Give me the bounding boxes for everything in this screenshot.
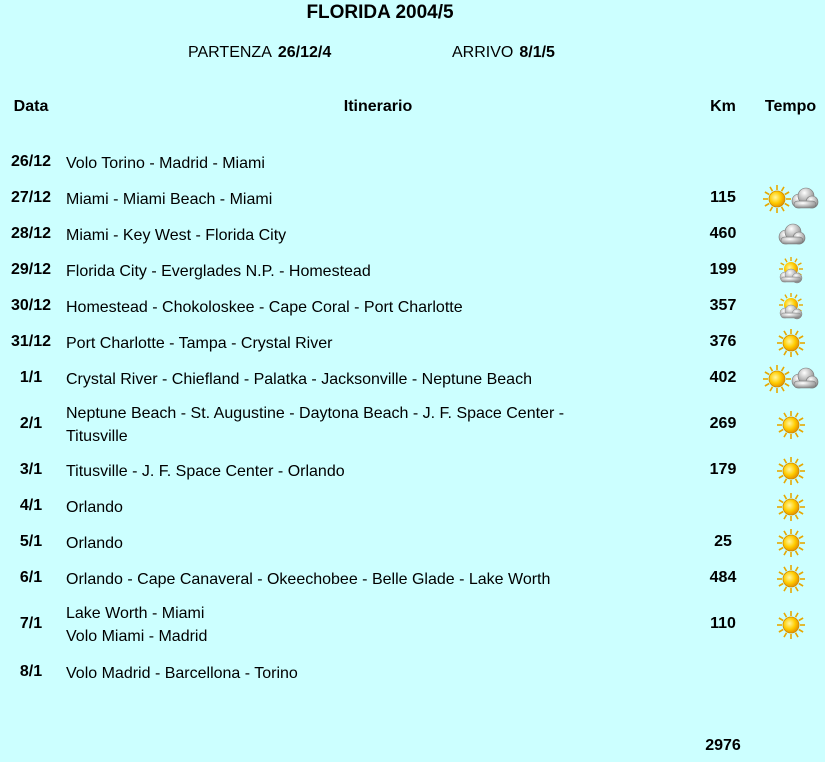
sun-icon	[764, 190, 790, 207]
sun-icon	[778, 534, 804, 551]
sun-icon	[778, 498, 804, 515]
sun-icon	[778, 462, 804, 479]
header-weather: Tempo	[764, 98, 817, 115]
header-km: Km	[710, 98, 736, 115]
departure	[188, 44, 331, 62]
row-weather	[756, 220, 825, 250]
itinerary-line: Orlando - Cape Canaveral - Okeechobee - Belle Glade - Lake Worth	[66, 570, 551, 588]
row-km: 115	[710, 189, 736, 206]
row-weather	[756, 256, 825, 286]
row-weather	[756, 148, 825, 178]
row-date: 28/12	[10, 225, 52, 242]
partly-cloudy-icon	[778, 262, 804, 279]
itinerary-line: Orlando	[66, 534, 123, 552]
row-date: 2/1	[19, 415, 43, 432]
row-itinerary	[66, 188, 666, 211]
row-itinerary	[66, 496, 666, 519]
row-km: 179	[709, 461, 737, 478]
row-weather	[756, 328, 825, 358]
row-date: 1/1	[19, 369, 43, 386]
itinerary-line: Volo Miami - Madrid	[66, 628, 208, 645]
row-itinerary	[66, 152, 666, 175]
row-itinerary	[66, 296, 666, 319]
header-itinerary: Itinerario	[343, 98, 413, 115]
row-km: 484	[709, 569, 737, 586]
row-weather	[756, 564, 825, 594]
arrival-label: ARRIVO	[452, 44, 514, 61]
row-itinerary	[66, 568, 666, 591]
arrival	[452, 44, 555, 62]
row-date: 3/1	[19, 461, 43, 478]
cloud-icon	[790, 190, 818, 207]
row-weather	[756, 492, 825, 522]
sun-icon	[764, 370, 790, 387]
itinerary-line: Miami - Key West - Florida City	[66, 226, 287, 244]
itinerary-line: Titusville - J. F. Space Center - Orlando	[66, 462, 345, 480]
itinerary-line: Port Charlotte - Tampa - Crystal River	[66, 334, 333, 352]
row-weather	[756, 610, 825, 640]
row-itinerary	[66, 368, 666, 391]
sun-icon	[778, 416, 804, 433]
total-km: 2976	[705, 737, 741, 754]
departure-label: PARTENZA	[188, 44, 272, 61]
itinerary-line: Titusville	[66, 428, 128, 445]
row-date: 26/12	[10, 153, 52, 170]
row-itinerary	[66, 402, 666, 448]
row-date: 6/1	[19, 569, 43, 586]
row-itinerary	[66, 602, 666, 648]
row-date: 7/1	[19, 615, 43, 632]
row-weather	[756, 410, 825, 440]
row-km: 357	[709, 297, 737, 314]
row-itinerary	[66, 224, 666, 247]
sun-icon	[778, 334, 804, 351]
sun-icon	[778, 616, 804, 633]
row-itinerary	[66, 662, 666, 685]
row-date: 4/1	[19, 497, 43, 514]
row-km: 110	[710, 615, 736, 632]
row-weather	[756, 456, 825, 486]
row-weather	[756, 658, 825, 688]
row-date: 8/1	[19, 663, 43, 680]
row-itinerary	[66, 532, 666, 555]
itinerary-line: Orlando	[66, 498, 123, 516]
row-weather	[756, 292, 825, 322]
cloud-icon	[790, 370, 818, 387]
row-date: 27/12	[10, 189, 52, 206]
itinerary-line: Neptune Beach - St. Augustine - Daytona Beach - J. F. Space Center -	[66, 405, 565, 422]
row-weather	[756, 528, 825, 558]
partly-cloudy-icon	[778, 298, 804, 315]
row-km: 199	[709, 261, 737, 278]
row-km: 269	[709, 415, 737, 432]
row-date: 29/12	[10, 261, 52, 278]
itinerary-line: Volo Torino - Madrid - Miami	[66, 154, 265, 172]
header-date: Data	[13, 98, 49, 115]
itinerary-line: Crystal River - Chiefland - Palatka - Jacksonville - Neptune Beach	[66, 370, 532, 388]
row-date: 31/12	[10, 333, 52, 350]
row-weather	[756, 364, 825, 394]
departure-date: 26/12/4	[277, 44, 332, 61]
itinerary-line: Lake Worth - Miami	[66, 605, 205, 622]
arrival-date: 8/1/5	[519, 44, 555, 61]
itinerary-line: Miami - Miami Beach - Miami	[66, 190, 273, 208]
cloud-icon	[777, 226, 805, 243]
row-itinerary	[66, 460, 666, 483]
itinerary-line: Florida City - Everglades N.P. - Homestead	[66, 262, 371, 280]
row-km: 460	[709, 225, 737, 242]
row-weather	[756, 184, 825, 214]
page-title: FLORIDA 2004/5	[306, 2, 454, 23]
row-date: 5/1	[19, 533, 43, 550]
sun-icon	[778, 570, 804, 587]
row-km: 402	[709, 369, 737, 386]
row-itinerary	[66, 332, 666, 355]
row-itinerary	[66, 260, 666, 283]
row-km: 25	[714, 533, 732, 550]
itinerary-line: Homestead - Chokoloskee - Cape Coral - Port Charlotte	[66, 298, 463, 316]
itinerary-line: Volo Madrid - Barcellona - Torino	[66, 664, 298, 682]
row-date: 30/12	[10, 297, 52, 314]
row-km: 376	[709, 333, 737, 350]
